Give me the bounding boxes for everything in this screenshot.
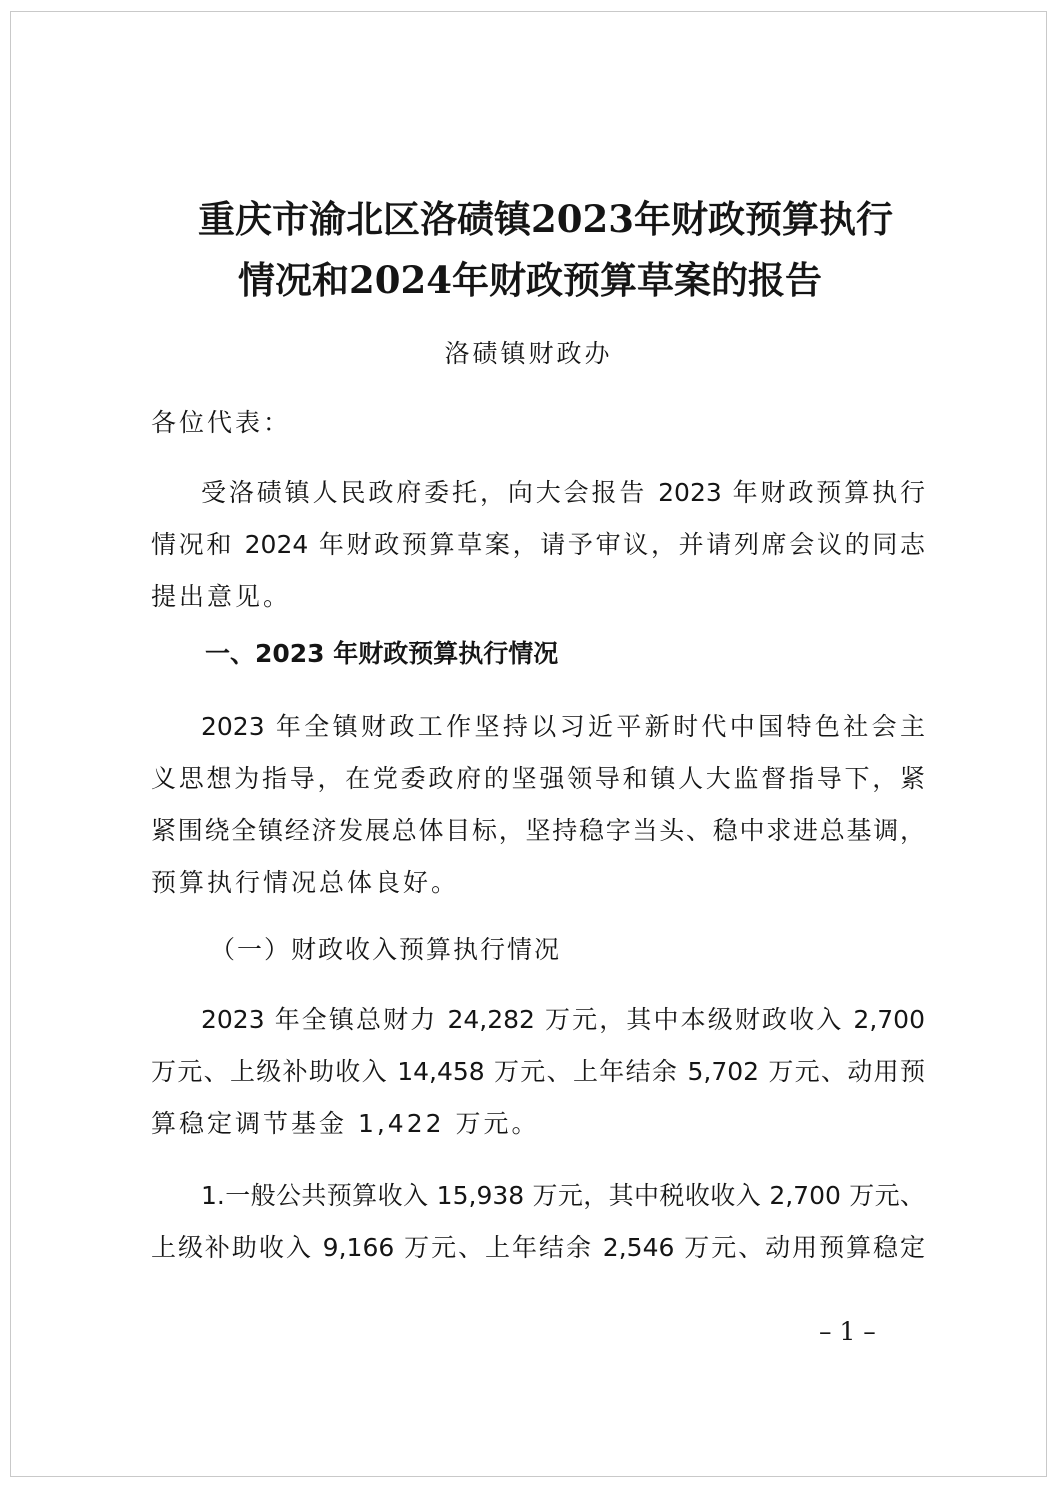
section-heading: 一、2023 年财政预算执行情况 <box>205 639 559 668</box>
subsection-paragraph-line-3: 算稳定调节基金 1,422 万元。 <box>151 1109 540 1138</box>
document-title-line-1: 重庆市渝北区洛碛镇2023年财政预算执行 <box>198 197 893 241</box>
subsection-heading: （一）财政收入预算执行情况 <box>210 935 562 964</box>
item-paragraph-line-1: 1.一般公共预算收入 15,938 万元，其中税收收入 2,700 万元、 <box>201 1181 925 1210</box>
document-author: 洛碛镇财政办 <box>444 339 613 368</box>
section-paragraph-line-2: 义思想为指导，在党委政府的坚强领导和镇人大监督指导下，紧 <box>151 764 925 793</box>
document-title-line-2: 情况和2024年财政预算草案的报告 <box>238 258 822 302</box>
salutation: 各位代表： <box>151 408 292 437</box>
page-number: – 1 – <box>819 1317 876 1346</box>
item-paragraph-line-2: 上级补助收入 9,166 万元、上年结余 2,546 万元、动用预算稳定 <box>151 1233 925 1262</box>
intro-line-3: 提出意见。 <box>151 582 292 611</box>
section-paragraph-line-1: 2023 年全镇财政工作坚持以习近平新时代中国特色社会主 <box>201 712 925 741</box>
intro-line-1: 受洛碛镇人民政府委托，向大会报告 2023 年财政预算执行 <box>201 478 925 507</box>
section-paragraph-line-4: 预算执行情况总体良好。 <box>151 868 460 897</box>
intro-line-2: 情况和 2024 年财政预算草案，请予审议，并请列席会议的同志 <box>151 530 925 559</box>
subsection-paragraph-line-2: 万元、上级补助收入 14,458 万元、上年结余 5,702 万元、动用预 <box>151 1057 925 1086</box>
subsection-paragraph-line-1: 2023 年全镇总财力 24,282 万元，其中本级财政收入 2,700 <box>201 1005 925 1034</box>
section-paragraph-line-3: 紧围绕全镇经济发展总体目标，坚持稳字当头、稳中求进总基调， <box>151 816 925 845</box>
document-page <box>10 11 1047 1477</box>
